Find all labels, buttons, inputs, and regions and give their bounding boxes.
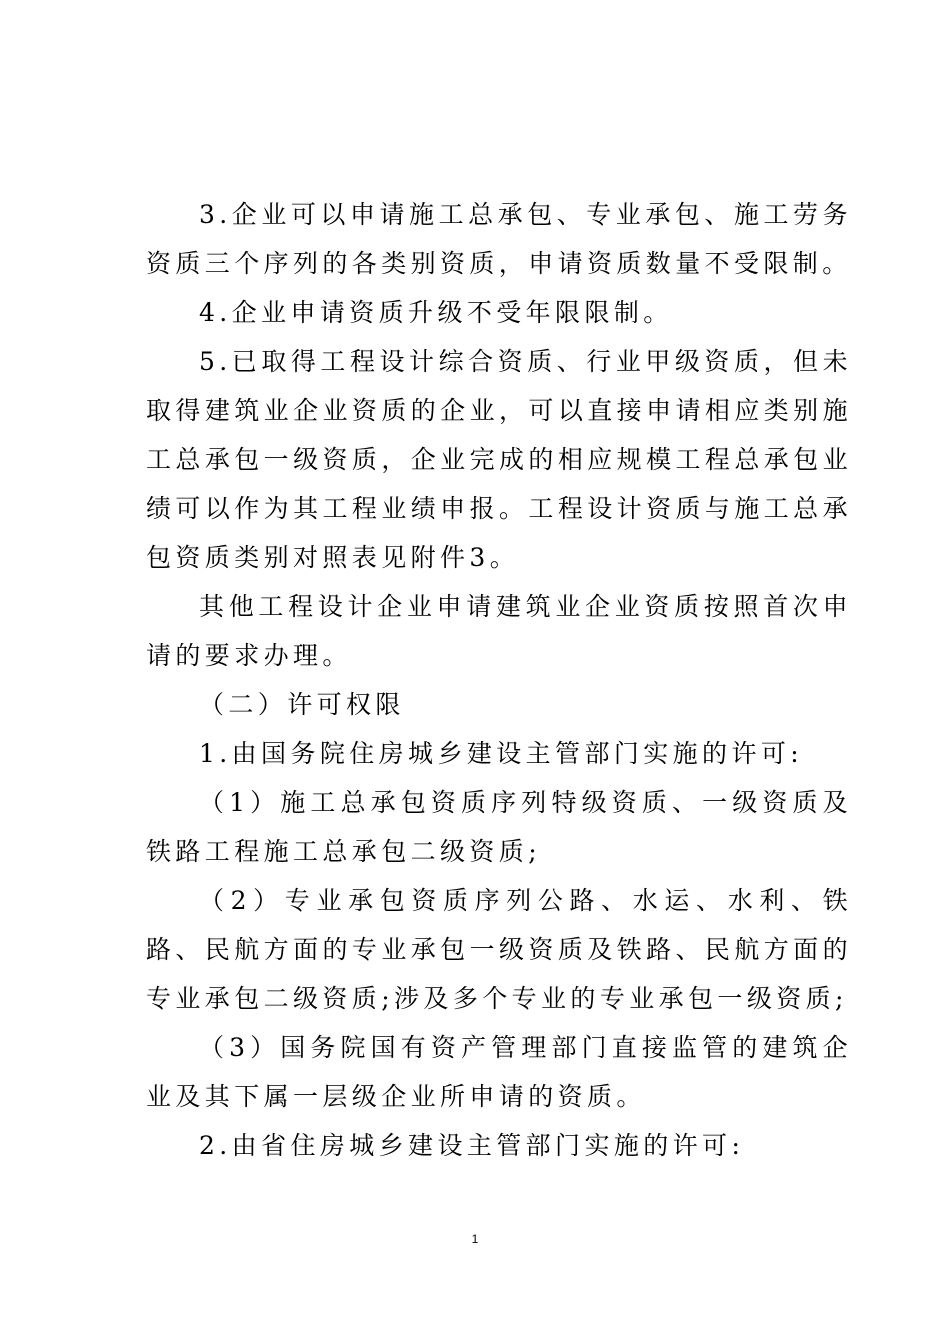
page-number: 1	[471, 1232, 479, 1246]
paragraph-subitem-1: （1）施工总承包资质序列特级资质、一级资质及铁路工程施工总承包二级资质;	[146, 788, 852, 866]
section-heading-permission-authority: （二）许可权限	[199, 690, 405, 719]
document-body	[146, 190, 852, 1170]
paragraph-item-1-state-council: 1.由国务院住房城乡建设主管部门实施的许可:	[199, 739, 804, 768]
paragraph-other-design-enterprises: 其他工程设计企业申请建筑业企业资质按照首次申请的要求办理。	[146, 592, 852, 670]
paragraph-subitem-2: （2）专业承包资质序列公路、水运、水利、铁路、民航方面的专业承包一级资质及铁路、民航方面的专业承包二级资质;涉及多个专业的专业承包一级资质;	[146, 886, 852, 1013]
paragraph-item-2-provincial: 2.由省住房城乡建设主管部门实施的许可:	[199, 1131, 745, 1160]
paragraph-item-3: 3.企业可以申请施工总承包、专业承包、施工劳务资质三个序列的各类别资质，申请资质数量不受限制。	[146, 200, 852, 278]
paragraph-subitem-3: （3）国务院国有资产管理部门直接监管的建筑企业及其下属一层级企业所申请的资质。	[146, 1033, 852, 1111]
paragraph-item-4: 4.企业申请资质升级不受年限限制。	[199, 298, 673, 327]
paragraph-item-5: 5.已取得工程设计综合资质、行业甲级资质，但未取得建筑业企业资质的企业，可以直接申请相应类别施工总承包一级资质，企业完成的相应规模工程总承包业绩可以作为其工程业绩申报。工程设计资质与施工总承包资质类别对照表见附件3。	[146, 347, 852, 572]
